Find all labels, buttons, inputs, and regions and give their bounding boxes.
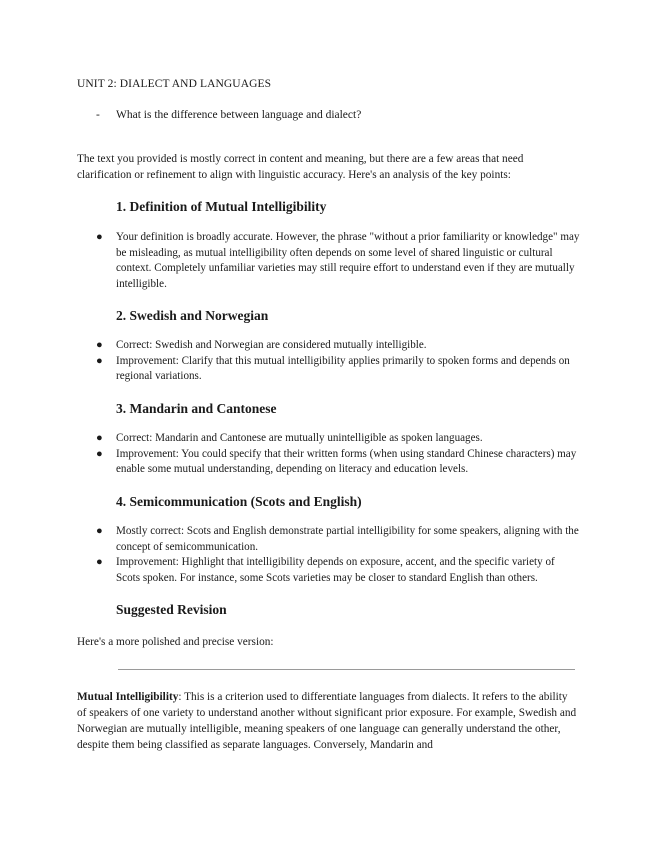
bullet-item: [96, 555, 581, 586]
section-1-bullets: [96, 230, 581, 292]
section-2-bullets: [96, 338, 581, 385]
section-heading-mandarin-cantonese: 3. Mandarin and Cantonese: [116, 401, 277, 416]
bullet-text: Your definition is broadly accurate. However, the phrase "without a prior familiarity or knowledge" may be misleading, as mutual intelligibility often depends on some level of shared linguistic or cultural context. Completely unfamiliar varieties may still require effort to understand even if they are mutually intelligible.: [116, 231, 580, 290]
bullet-item: [96, 447, 581, 478]
section-4-bullets: [96, 524, 581, 586]
final-text: : This is a criterion used to differentiate languages from dialects. It refers to the ability of speakers of one variety to understand another without significant prior exposure. For example, Swedish and Norwegian are mutually intelligible, meaning speakers of one language can generally understand the other, despite them being classified as separate languages. Conversely, Mandarin and: [77, 691, 577, 751]
bullet-dot-icon: ●: [96, 354, 103, 367]
bullet-item: [96, 431, 581, 447]
bullet-text: Improvement: Highlight that intelligibility depends on exposure, accent, and the specific variety of Scots spoken. For instance, some Scots varieties may be closer to standard English than others.: [116, 556, 555, 584]
bullet-item: [96, 524, 581, 555]
final-term: Mutual Intelligibility: [77, 691, 179, 703]
section-heading-mutual-intelligibility: 1. Definition of Mutual Intelligibility: [116, 199, 327, 214]
bullet-dot-icon: ●: [96, 339, 103, 351]
bullet-dot-icon: ●: [96, 556, 103, 568]
bullet-dot-icon: ●: [96, 447, 103, 460]
intro-paragraph: The text you provided is mostly correct in content and meaning, but there are a few areas that need clarification or refinement to align with linguistic accuracy. Here's an analysis of the key points:: [77, 153, 524, 181]
section-heading-semicommunication: 4. Semicommunication (Scots and English): [116, 494, 362, 509]
section-3-bullets: [96, 431, 581, 478]
suggested-revision-heading: Suggested Revision: [116, 602, 227, 617]
question-text: What is the difference between language and dialect?: [116, 109, 362, 121]
bullet-text: Mostly correct: Scots and English demonstrate partial intelligibility for some speakers, aligning with the concept of semicommunication.: [116, 525, 579, 553]
unit-title: UNIT 2: DIALECT AND LANGUAGES: [77, 78, 272, 90]
bullet-dot-icon: ●: [96, 231, 103, 243]
section-heading-swedish-norwegian: 2. Swedish and Norwegian: [116, 308, 269, 323]
bullet-item: [96, 354, 581, 385]
bullet-item: [96, 338, 581, 354]
bullet-text: Correct: Mandarin and Cantonese are mutually unintelligible as spoken languages.: [116, 432, 483, 444]
bullet-text: Improvement: You could specify that their written forms (when using standard Chinese characters) may enable some mutual understanding, depending on literacy and education levels.: [116, 447, 577, 475]
bullet-item: [96, 230, 581, 292]
bullet-text: Improvement: Clarify that this mutual intelligibility applies primarily to spoken forms and depends on regional variations.: [116, 354, 570, 382]
bullet-dot-icon: ●: [96, 432, 103, 444]
final-paragraph: [77, 689, 577, 753]
bullet-text: Correct: Swedish and Norwegian are considered mutually intelligible.: [116, 339, 427, 351]
polished-intro: Here's a more polished and precise version:: [77, 636, 274, 648]
horizontal-rule: [118, 669, 575, 670]
bullet-dot-icon: ●: [96, 525, 103, 537]
question-dash: -: [96, 109, 100, 121]
